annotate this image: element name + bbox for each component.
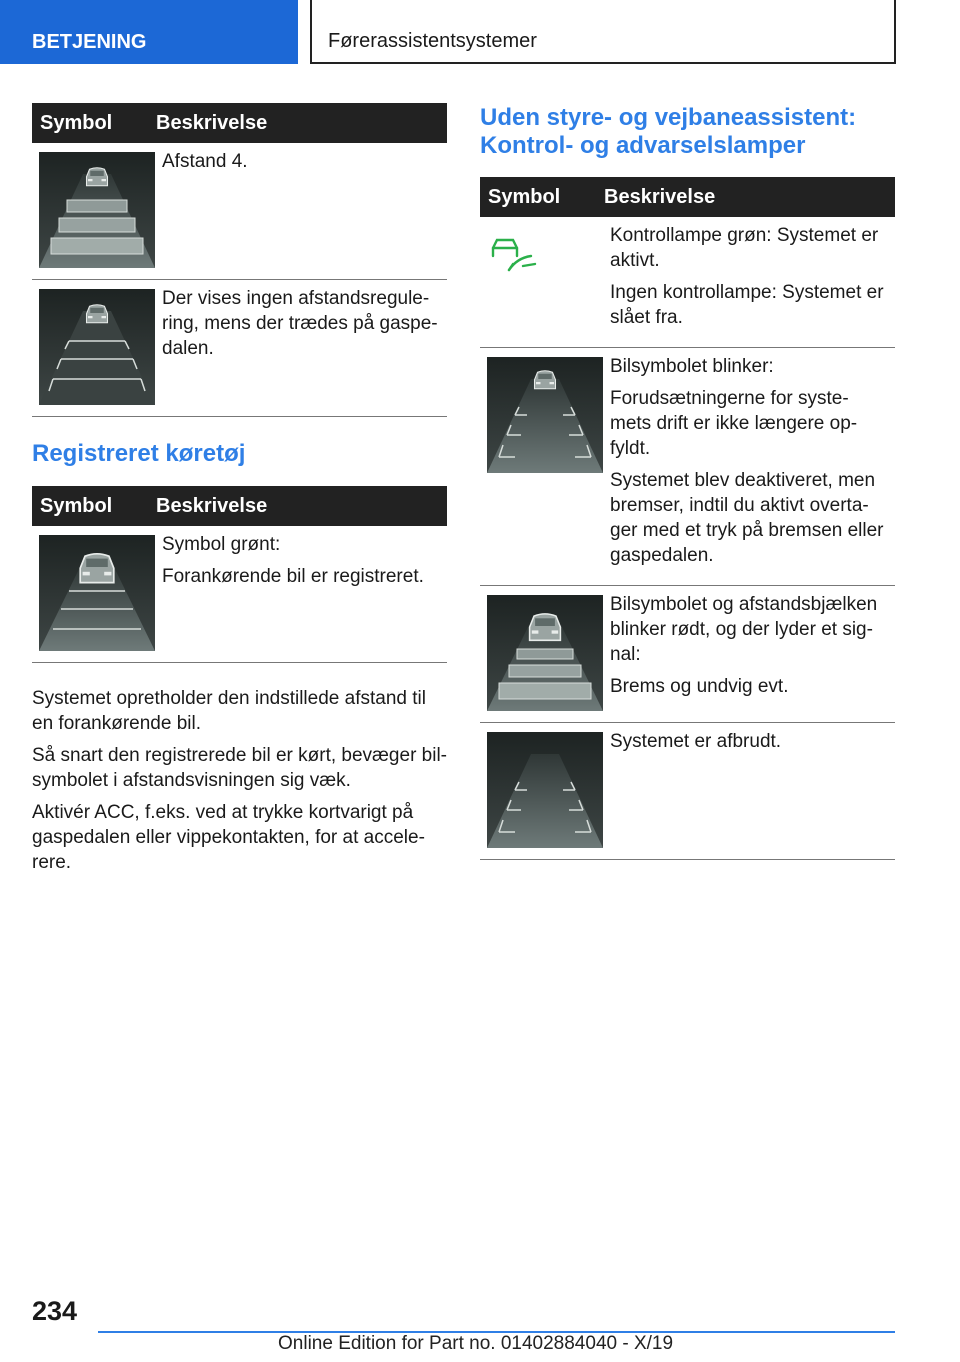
body-text <box>32 686 447 882</box>
table-header <box>32 486 447 526</box>
row-text: Forankørende bil er registreret. <box>162 566 424 587</box>
distance-4-icon <box>39 152 155 268</box>
column-symbol: Symbol <box>488 185 561 208</box>
table-row <box>32 143 447 280</box>
table-row <box>480 723 895 860</box>
paragraph: Så snart den registrerede bil er kørt, bevæger bil-symbolet i afstandsvisningen sig væk. <box>32 745 448 791</box>
distance-table <box>32 103 447 417</box>
column-description: Beskrivelse <box>156 494 268 517</box>
table-row <box>480 348 895 586</box>
footer-edition: Online Edition for Part no. 01402884040 - X/19 <box>278 1333 674 1354</box>
row-text: Systemet blev deaktiveret, men bremser, indtil du aktivt overta-ger med et tryk på bremsen eller gaspedalen. <box>610 470 884 566</box>
row-text: Symbol grønt: <box>162 534 281 555</box>
table-row <box>480 217 895 348</box>
section-heading-registered-vehicle: Registreret køretøj <box>32 440 246 467</box>
column-symbol: Symbol <box>40 494 113 517</box>
section-heading-without-assist: Uden styre- og vejbaneassistent: Kontrol- og advarselslamper <box>480 104 857 159</box>
row-text: Systemet er afbrudt. <box>610 731 782 752</box>
table-row <box>480 586 895 723</box>
column-description: Beskrivelse <box>156 111 268 134</box>
no-regulation-icon <box>39 289 155 405</box>
column-symbol: Symbol <box>40 111 113 134</box>
row-text: Bilsymbolet og afstandsbjælken blinker rødt, og der lyder et sig-nal: <box>610 594 878 665</box>
page-number: 234 <box>32 1296 78 1326</box>
car-blinking-icon <box>487 357 603 473</box>
row-text: Kontrollampe grøn: Systemet er aktivt. <box>610 225 879 271</box>
paragraph: Systemet opretholder den indstillede afstand til en forankørende bil. <box>32 688 426 734</box>
car-bars-icon <box>487 595 603 711</box>
row-text: Brems og undvig evt. <box>610 676 789 697</box>
column-description: Beskrivelse <box>604 185 716 208</box>
row-text: Ingen kontrollampe: Systemet er slået fra. <box>610 282 884 328</box>
row-text: Der vises ingen afstandsregule-ring, mens der trædes på gaspe-dalen. <box>162 288 438 359</box>
warning-lamps-table <box>480 177 895 860</box>
paragraph: Aktivér ACC, f.eks. ved at trykke kortvarigt på gaspedalen eller vippekontakten, for at accele-rere. <box>32 802 425 873</box>
vehicle-registered-icon <box>39 535 155 651</box>
table-header <box>32 103 447 143</box>
table-row <box>32 280 447 417</box>
section-tab[interactable]: BETJENING <box>0 0 298 64</box>
registered-vehicle-table <box>32 486 447 663</box>
row-text: Afstand 4. <box>162 151 248 172</box>
system-interrupted-icon <box>487 732 603 848</box>
acc-green-icon <box>487 234 547 278</box>
table-header <box>480 177 895 217</box>
row-text: Forudsætningerne for syste-mets drift er ikke længere op-fyldt. <box>610 388 858 459</box>
chapter-title: Førerassistentsystemer <box>310 0 896 64</box>
table-row <box>32 526 447 663</box>
row-text: Bilsymbolet blinker: <box>610 356 774 377</box>
